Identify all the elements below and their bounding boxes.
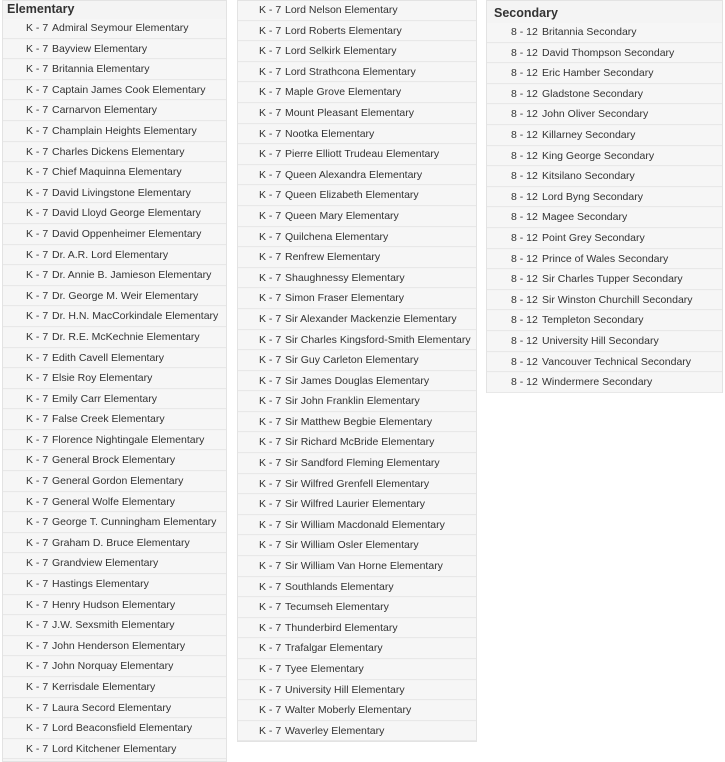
school-name: General Wolfe Elementary <box>52 495 175 508</box>
school-name: David Thompson Secondary <box>542 46 675 59</box>
school-name: Emily Carr Elementary <box>52 392 158 405</box>
school-list-item[interactable] <box>3 678 226 698</box>
grade-range: K - 7 <box>259 24 282 37</box>
grade-range: 8 - 12 <box>511 334 538 347</box>
grade-range: K - 7 <box>259 539 282 552</box>
grade-range: K - 7 <box>259 230 282 243</box>
school-name: Lord Byng Secondary <box>542 190 643 203</box>
grade-range: K - 7 <box>259 168 282 181</box>
school-name: Shaughnessy Elementary <box>285 271 405 284</box>
school-name: Sir William Macdonald Elementary <box>285 518 445 531</box>
school-name: Sir William Osler Elementary <box>285 539 419 552</box>
school-list-item[interactable] <box>3 410 226 430</box>
school-name: Britannia Secondary <box>542 26 637 38</box>
grade-range: K - 7 <box>259 292 282 305</box>
school-list-item[interactable] <box>238 63 476 83</box>
school-list-item[interactable] <box>3 225 226 245</box>
school-list-item[interactable] <box>487 332 722 352</box>
grade-range: K - 7 <box>259 374 282 387</box>
school-name: Sir William Van Horne Elementary <box>285 560 443 573</box>
grade-range: K - 7 <box>259 580 282 593</box>
school-name: Queen Elizabeth Elementary <box>285 189 419 202</box>
school-list-item[interactable] <box>3 60 226 80</box>
school-list-item[interactable] <box>238 639 476 659</box>
school-list-item[interactable] <box>3 204 226 224</box>
grade-range: K - 7 <box>26 536 49 549</box>
school-name: David Lloyd George Elementary <box>52 207 201 220</box>
school-name: Maple Grove Elementary <box>285 86 402 99</box>
school-name: John Oliver Secondary <box>542 108 649 121</box>
school-name: Point Grey Secondary <box>542 231 645 244</box>
grade-range: K - 7 <box>259 127 282 140</box>
school-name: Lord Kitchener Elementary <box>52 742 177 755</box>
grade-range: 8 - 12 <box>511 252 538 265</box>
grade-range: 8 - 12 <box>511 87 538 100</box>
school-name: University Hill Secondary <box>542 334 659 347</box>
school-list-item[interactable] <box>487 44 722 64</box>
grade-range: 8 - 12 <box>511 190 538 203</box>
grade-range: K - 7 <box>26 83 49 96</box>
school-list-item[interactable] <box>487 353 722 373</box>
school-name: Bayview Elementary <box>52 42 148 55</box>
school-list-item[interactable] <box>238 433 476 453</box>
school-list-item[interactable] <box>238 681 476 701</box>
grade-range: 8 - 12 <box>511 67 538 80</box>
grade-range: 8 - 12 <box>511 170 538 183</box>
school-name: Simon Fraser Elementary <box>285 292 405 305</box>
grade-range: K - 7 <box>26 124 49 137</box>
school-list-item[interactable] <box>238 207 476 227</box>
school-name: Nootka Elementary <box>285 127 375 140</box>
school-list-item[interactable] <box>487 188 722 208</box>
grade-range: K - 7 <box>26 372 49 385</box>
school-list-item[interactable] <box>487 250 722 270</box>
school-list-item[interactable] <box>238 104 476 124</box>
school-name: Trafalgar Elementary <box>285 642 383 655</box>
school-list-item[interactable] <box>3 616 226 636</box>
school-name: Sir Sandford Fleming Elementary <box>285 457 440 470</box>
school-name: Sir Winston Churchill Secondary <box>542 293 693 306</box>
grade-range: K - 7 <box>26 681 49 693</box>
school-list-item[interactable] <box>3 40 226 60</box>
grade-range: K - 7 <box>26 104 49 117</box>
school-name: John Henderson Elementary <box>52 639 186 652</box>
school-name: Sir Wilfred Grenfell Elementary <box>285 477 430 490</box>
school-list-item[interactable] <box>3 554 226 574</box>
school-name: Sir John Franklin Elementary <box>285 395 420 408</box>
school-list-item[interactable] <box>3 451 226 471</box>
grade-range: 8 - 12 <box>511 46 538 59</box>
school-list-item[interactable] <box>3 266 226 286</box>
school-name: Sir Wilfred Laurier Elementary <box>285 498 426 511</box>
school-list-item[interactable] <box>238 269 476 289</box>
school-list-item[interactable] <box>3 699 226 719</box>
grade-range: K - 7 <box>26 22 49 34</box>
school-list-item[interactable] <box>238 145 476 165</box>
school-list-item[interactable] <box>3 328 226 348</box>
school-name: Sir Charles Kingsford-Smith Elementary <box>285 333 471 346</box>
grade-range: K - 7 <box>259 65 282 78</box>
grade-range: K - 7 <box>259 621 282 634</box>
elementary-list-2 <box>238 1 476 741</box>
school-name: Charles Dickens Elementary <box>52 145 185 158</box>
grade-range: K - 7 <box>26 145 49 158</box>
school-name: Dr. H.N. MacCorkindale Elementary <box>52 310 219 323</box>
grade-range: K - 7 <box>26 42 49 55</box>
school-name: Thunderbird Elementary <box>285 621 398 634</box>
school-name: Chief Maquinna Elementary <box>52 166 182 179</box>
grade-range: K - 7 <box>26 475 49 488</box>
school-list-item[interactable] <box>238 495 476 515</box>
school-list-item[interactable] <box>487 167 722 187</box>
grade-range: K - 7 <box>26 310 49 323</box>
school-name: Grandview Elementary <box>52 557 159 570</box>
grade-range: K - 7 <box>259 395 282 408</box>
school-name: Lord Nelson Elementary <box>285 4 398 16</box>
school-list-item[interactable] <box>3 101 226 121</box>
grade-range: K - 7 <box>259 498 282 511</box>
grade-range: K - 7 <box>259 312 282 325</box>
grade-range: K - 7 <box>26 619 49 632</box>
school-list-item[interactable] <box>487 64 722 84</box>
grade-range: K - 7 <box>259 663 282 675</box>
grade-range: K - 7 <box>26 207 49 220</box>
grade-range: K - 7 <box>26 639 49 652</box>
school-name: Britannia Elementary <box>52 63 150 76</box>
grade-range: K - 7 <box>259 45 282 58</box>
school-list-item[interactable] <box>3 513 226 533</box>
grade-range: K - 7 <box>26 660 49 673</box>
school-name: Carnarvon Elementary <box>52 104 158 117</box>
school-list-item[interactable] <box>3 719 226 739</box>
grade-range: K - 7 <box>26 454 49 467</box>
grade-range: K - 7 <box>26 495 49 508</box>
school-list-item[interactable] <box>487 291 722 311</box>
school-list-item[interactable] <box>238 536 476 556</box>
school-list-item[interactable] <box>487 105 722 125</box>
secondary-list <box>487 23 722 393</box>
school-list-item[interactable] <box>238 228 476 248</box>
grade-range: K - 7 <box>259 148 282 161</box>
school-name: Sir Guy Carleton Elementary <box>285 354 419 367</box>
school-list-item[interactable] <box>238 289 476 309</box>
school-name: Tecumseh Elementary <box>285 601 389 614</box>
school-list-item[interactable] <box>238 660 476 680</box>
school-name: Killarney Secondary <box>542 128 636 141</box>
grade-range: 8 - 12 <box>511 355 538 368</box>
school-list-item[interactable] <box>3 349 226 369</box>
grade-range: 8 - 12 <box>511 273 538 286</box>
school-list-item[interactable] <box>238 578 476 598</box>
school-name: Magee Secondary <box>542 211 628 224</box>
school-list-item[interactable] <box>238 722 476 742</box>
school-list-item[interactable] <box>487 311 722 331</box>
school-name: Windermere Secondary <box>542 376 653 389</box>
grade-range: K - 7 <box>259 560 282 573</box>
grade-range: 8 - 12 <box>511 26 538 38</box>
school-name: Lord Selkirk Elementary <box>285 45 397 58</box>
grade-range: K - 7 <box>259 189 282 202</box>
school-list-item[interactable] <box>238 372 476 392</box>
grade-range: K - 7 <box>259 251 282 264</box>
grade-range: K - 7 <box>259 415 282 428</box>
school-list-item[interactable] <box>238 351 476 371</box>
school-list-item[interactable] <box>3 163 226 183</box>
school-list-item[interactable] <box>3 122 226 142</box>
school-name: Mount Pleasant Elementary <box>285 106 414 119</box>
school-list-item[interactable] <box>238 248 476 268</box>
school-name: Sir James Douglas Elementary <box>285 374 430 387</box>
school-name: False Creek Elementary <box>52 413 165 426</box>
school-name: David Livingstone Elementary <box>52 186 191 199</box>
school-name: Queen Alexandra Elementary <box>285 168 423 181</box>
elementary-column-2 <box>237 0 477 742</box>
school-list-item[interactable] <box>238 557 476 577</box>
grade-range: K - 7 <box>259 457 282 470</box>
school-list-item[interactable] <box>487 229 722 249</box>
school-name: Henry Hudson Elementary <box>52 598 176 611</box>
school-name: Dr. R.E. McKechnie Elementary <box>52 330 200 343</box>
school-list-item[interactable] <box>3 575 226 595</box>
grade-range: K - 7 <box>26 289 49 302</box>
school-name: Tyee Elementary <box>285 663 364 675</box>
school-list-item[interactable] <box>3 740 226 760</box>
school-name: Renfrew Elementary <box>285 251 381 264</box>
school-name: Graham D. Bruce Elementary <box>52 536 190 549</box>
grade-range: K - 7 <box>259 271 282 284</box>
school-name: University Hill Elementary <box>285 683 405 696</box>
grade-range: K - 7 <box>26 722 49 735</box>
school-list-item[interactable] <box>238 186 476 206</box>
school-list-item[interactable] <box>3 431 226 451</box>
school-list-item[interactable] <box>3 493 226 513</box>
grade-range: K - 7 <box>259 209 282 222</box>
grade-range: K - 7 <box>259 518 282 531</box>
school-list-item[interactable] <box>238 42 476 62</box>
school-name: Dr. A.R. Lord Elementary <box>52 248 169 261</box>
grade-range: K - 7 <box>259 86 282 99</box>
school-list-item[interactable] <box>238 392 476 412</box>
grade-range: 8 - 12 <box>511 231 538 244</box>
school-name: J.W. Sexsmith Elementary <box>52 619 175 632</box>
grade-range: K - 7 <box>259 436 282 449</box>
school-name: Edith Cavell Elementary <box>52 351 165 364</box>
school-name: Lord Strathcona Elementary <box>285 65 416 78</box>
grade-range: K - 7 <box>26 63 49 76</box>
grade-range: K - 7 <box>26 433 49 446</box>
school-name: Sir Richard McBride Elementary <box>285 436 435 449</box>
school-list-item[interactable] <box>238 598 476 618</box>
school-name: Sir Matthew Begbie Elementary <box>285 415 433 428</box>
school-name: Dr. George M. Weir Elementary <box>52 289 199 302</box>
grade-range: K - 7 <box>26 392 49 405</box>
grade-range: 8 - 12 <box>511 211 538 224</box>
school-name: David Oppenheimer Elementary <box>52 227 202 240</box>
secondary-heading: Secondary <box>494 6 558 20</box>
school-list-item[interactable] <box>3 369 226 389</box>
secondary-column <box>486 0 723 393</box>
grade-range: 8 - 12 <box>511 314 538 327</box>
school-list-item[interactable] <box>3 19 226 39</box>
school-list-item[interactable] <box>238 516 476 536</box>
school-name: Pierre Elliott Trudeau Elementary <box>285 148 440 161</box>
school-name: Florence Nightingale Elementary <box>52 433 205 446</box>
school-list-item[interactable] <box>487 373 722 393</box>
elementary-heading: Elementary <box>7 2 75 16</box>
school-name: Laura Secord Elementary <box>52 701 172 714</box>
school-list-item[interactable] <box>3 390 226 410</box>
school-name: King George Secondary <box>542 149 655 162</box>
school-list-item[interactable] <box>3 307 226 327</box>
grade-range: K - 7 <box>259 477 282 490</box>
school-list-item[interactable] <box>238 1 476 21</box>
grade-range: K - 7 <box>26 742 49 755</box>
school-list-item[interactable] <box>3 184 226 204</box>
school-list-item[interactable] <box>3 287 226 307</box>
school-name: Quilchena Elementary <box>285 230 389 243</box>
school-name: Kerrisdale Elementary <box>52 681 156 693</box>
school-name: Admiral Seymour Elementary <box>52 22 189 34</box>
grade-range: 8 - 12 <box>511 376 538 389</box>
school-name: Waverley Elementary <box>285 724 385 737</box>
grade-range: K - 7 <box>26 413 49 426</box>
grade-range: K - 7 <box>259 4 282 16</box>
school-name: Gladstone Secondary <box>542 87 643 100</box>
school-list-item[interactable] <box>487 85 722 105</box>
school-list-item[interactable] <box>487 208 722 228</box>
school-list-item[interactable] <box>487 270 722 290</box>
school-name: Captain James Cook Elementary <box>52 83 206 96</box>
grade-range: K - 7 <box>259 106 282 119</box>
school-name: John Norquay Elementary <box>52 660 174 673</box>
elementary-column-1 <box>2 0 227 762</box>
school-list-item[interactable] <box>3 143 226 163</box>
school-name: Hastings Elementary <box>52 578 149 591</box>
school-name: General Brock Elementary <box>52 454 176 467</box>
school-list-item[interactable] <box>238 331 476 351</box>
school-name: Elsie Roy Elementary <box>52 372 153 385</box>
grade-range: K - 7 <box>26 166 49 179</box>
school-list-item[interactable] <box>487 126 722 146</box>
grade-range: K - 7 <box>26 351 49 364</box>
school-name: Kitsilano Secondary <box>542 170 635 183</box>
school-name: Eric Hamber Secondary <box>542 67 654 80</box>
school-list-item[interactable] <box>238 475 476 495</box>
school-name: Prince of Wales Secondary <box>542 252 669 265</box>
grade-range: K - 7 <box>26 598 49 611</box>
grade-range: K - 7 <box>259 704 282 717</box>
school-list-item[interactable] <box>3 246 226 266</box>
grade-range: K - 7 <box>26 227 49 240</box>
grade-range: K - 7 <box>26 578 49 591</box>
grade-range: K - 7 <box>259 724 282 737</box>
grade-range: K - 7 <box>26 557 49 570</box>
school-name: Walter Moberly Elementary <box>285 704 412 717</box>
school-name: Templeton Secondary <box>542 314 644 327</box>
grade-range: K - 7 <box>259 642 282 655</box>
school-list-item[interactable] <box>238 701 476 721</box>
grade-range: K - 7 <box>26 330 49 343</box>
school-name: Vancouver Technical Secondary <box>542 355 692 368</box>
school-list-item[interactable] <box>3 472 226 492</box>
school-name: Southlands Elementary <box>285 580 394 593</box>
grade-range: K - 7 <box>259 354 282 367</box>
elementary-list-1 <box>3 19 226 759</box>
school-list-item[interactable] <box>238 619 476 639</box>
grade-range: 8 - 12 <box>511 293 538 306</box>
grade-range: 8 - 12 <box>511 149 538 162</box>
school-list-item[interactable] <box>3 637 226 657</box>
grade-range: K - 7 <box>26 701 49 714</box>
school-name: George T. Cunningham Elementary <box>52 516 217 529</box>
school-list-item[interactable] <box>3 596 226 616</box>
school-name: Lord Roberts Elementary <box>285 24 402 37</box>
grade-range: K - 7 <box>259 333 282 346</box>
school-list-item[interactable] <box>238 83 476 103</box>
school-name: General Gordon Elementary <box>52 475 184 488</box>
school-name: Dr. Annie B. Jamieson Elementary <box>52 269 212 282</box>
school-list-item[interactable] <box>3 657 226 677</box>
grade-range: K - 7 <box>26 186 49 199</box>
school-name: Queen Mary Elementary <box>285 209 399 222</box>
grade-range: K - 7 <box>26 516 49 529</box>
grade-range: K - 7 <box>26 269 49 282</box>
school-list-item[interactable] <box>3 81 226 101</box>
school-list-item[interactable] <box>238 125 476 145</box>
school-list-item[interactable] <box>238 166 476 186</box>
grade-range: 8 - 12 <box>511 128 538 141</box>
grade-range: 8 - 12 <box>511 108 538 121</box>
school-list-item[interactable] <box>238 310 476 330</box>
school-name: Champlain Heights Elementary <box>52 124 197 137</box>
school-list-item[interactable] <box>238 22 476 42</box>
school-list-item[interactable] <box>3 534 226 554</box>
school-list-item[interactable] <box>487 23 722 43</box>
school-list-item[interactable] <box>238 413 476 433</box>
grade-range: K - 7 <box>26 248 49 261</box>
grade-range: K - 7 <box>259 601 282 614</box>
school-list-item[interactable] <box>238 454 476 474</box>
grade-range: K - 7 <box>259 683 282 696</box>
school-name: Sir Alexander Mackenzie Elementary <box>285 312 457 325</box>
school-name: Lord Beaconsfield Elementary <box>52 722 193 735</box>
school-name: Sir Charles Tupper Secondary <box>542 273 683 286</box>
school-list-item[interactable] <box>487 147 722 167</box>
